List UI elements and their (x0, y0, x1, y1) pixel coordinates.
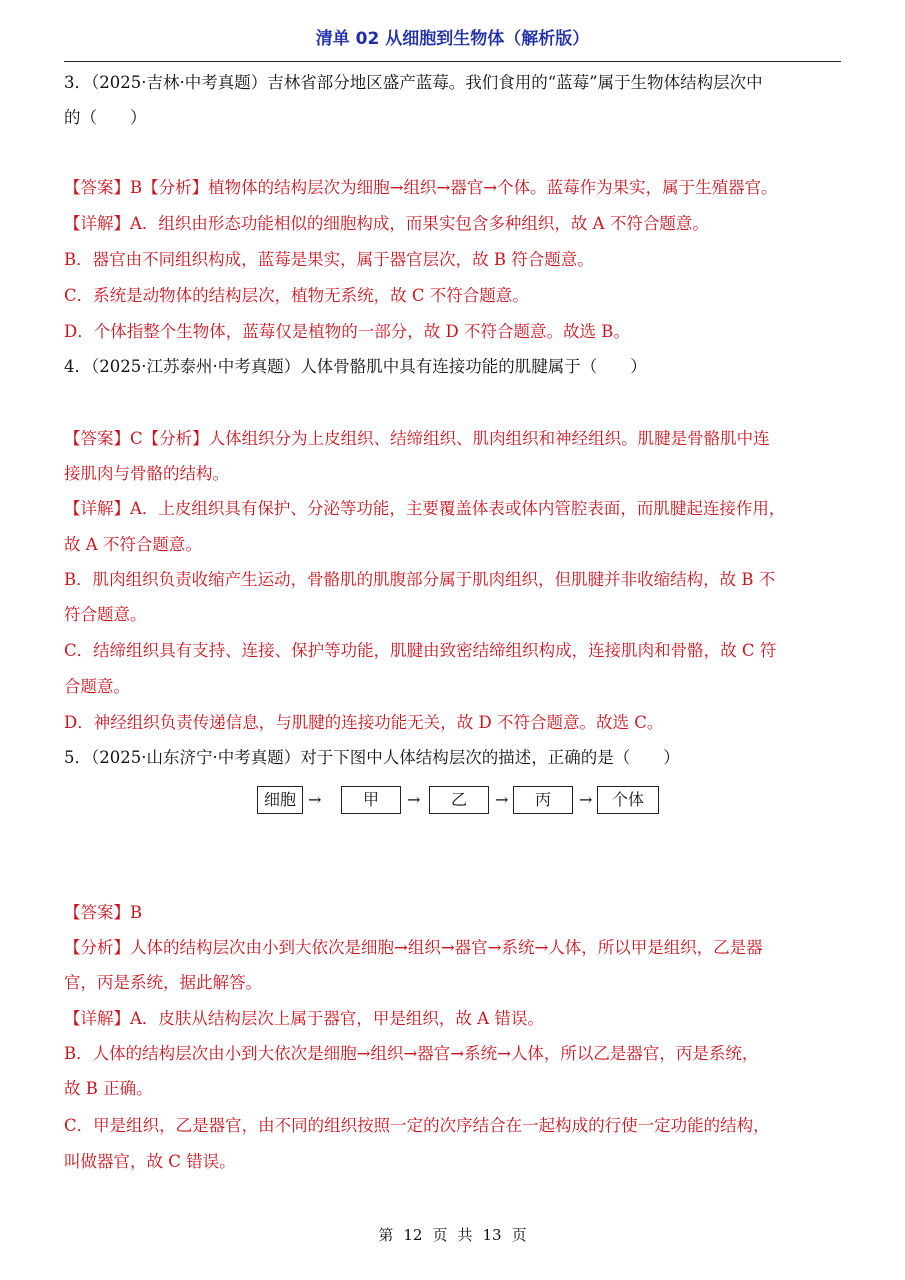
diagram-arrow: → (407, 790, 421, 809)
diagram-box-yi: 乙 (429, 786, 489, 814)
q5-stem: 5．（2025·山东济宁·中考真题）对于下图中人体结构层次的描述，正确的是（ ） (64, 748, 680, 767)
q4-detail-line: 【详解】A．上皮组织具有保护、分泌等功能，主要覆盖体表或体内管腔表面，而肌腱起连接作用， (64, 499, 786, 518)
q4-detail-line: 符合题意。 (64, 605, 147, 624)
q4-answer-line: 【答案】C【分析】人体组织分为上皮组织、结缔组织、肌肉组织和神经组织。肌腱是骨骼肌中连 (64, 429, 770, 448)
q4-detail-line: 合题意。 (64, 677, 130, 696)
q3-detail-line: C．系统是动物体的结构层次，植物无系统，故 C 不符合题意。 (64, 286, 529, 305)
q3-stem-line-2: 的（ ） (64, 108, 147, 127)
diagram-box-individual: 个体 (597, 786, 659, 814)
q4-detail-line: B．肌肉组织负责收缩产生运动，骨骼肌的肌腹部分属于肌肉组织，但肌腱并非收缩结构，故 B 不 (64, 570, 776, 589)
q5-answer: 【答案】B (64, 903, 143, 922)
diagram-arrow: → (308, 790, 322, 809)
diagram-arrow: → (495, 790, 509, 809)
current-page-number: 12 (403, 1226, 423, 1244)
diagram-box-cell: 细胞 (257, 786, 303, 814)
q5-analysis-line: 官，丙是系统，据此解答。 (64, 973, 262, 992)
footer-text: 共 (457, 1226, 473, 1244)
q5-detail-line: 叫做器官，故 C 错误。 (64, 1152, 236, 1171)
q4-stem: 4．（2025·江苏泰州·中考真题）人体骨骼肌中具有连接功能的肌腱属于（ ） (64, 357, 647, 376)
header-divider (64, 61, 841, 62)
footer-text: 第 (378, 1226, 394, 1244)
page-footer (0, 1224, 905, 1245)
q5-detail-line: 故 B 正确。 (64, 1079, 153, 1098)
q4-detail-line: C．结缔组织具有支持、连接、保护等功能，肌腱由致密结缔组织构成，连接肌肉和骨骼，故 C 符 (64, 641, 777, 660)
q5-detail-line: C．甲是组织，乙是器官，由不同的组织按照一定的次序结合在一起构成的行使一定功能的结构， (64, 1116, 770, 1135)
q3-detail-line: 【详解】A．组织由形态功能相似的细胞构成，而果实包含多种组织，故 A 不符合题意。 (64, 214, 709, 233)
q3-answer: 【答案】B【分析】植物体的结构层次为细胞→组织→器官→个体。蓝莓作为果实，属于生殖器官。 (64, 178, 778, 197)
footer-text: 页 (432, 1226, 448, 1244)
q4-detail-line: 故 A 不符合题意。 (64, 535, 202, 554)
page-header-title: 清单 02 从细胞到生物体（解析版） (315, 29, 590, 49)
q5-detail-line: 【详解】A．皮肤从结构层次上属于器官，甲是组织，故 A 错误。 (64, 1009, 544, 1028)
diagram-box-jia: 甲 (341, 786, 401, 814)
q4-detail-line: D．神经组织负责传递信息，与肌腱的连接功能无关，故 D 不符合题意。故选 C。 (64, 713, 664, 732)
diagram-box-bing: 丙 (513, 786, 573, 814)
diagram-arrow: → (579, 790, 593, 809)
q5-detail-line: B．人体的结构层次由小到大依次是细胞→组织→器官→系统→人体，所以乙是器官，丙是系统， (64, 1044, 759, 1063)
q3-detail-line: B．器官由不同组织构成，蓝莓是果实，属于器官层次，故 B 符合题意。 (64, 250, 594, 269)
footer-text: 页 (511, 1226, 527, 1244)
total-page-count: 13 (482, 1226, 502, 1244)
q4-answer-line: 接肌肉与骨骼的结构。 (64, 464, 229, 483)
q5-analysis-line: 【分析】人体的结构层次由小到大依次是细胞→组织→器官→系统→人体，所以甲是组织，乙是器 (64, 938, 763, 957)
q3-stem-line-1: 3．（2025·吉林·中考真题）吉林省部分地区盛产蓝莓。我们食用的“蓝莓”属于生物体结构层次中 (64, 73, 763, 92)
q3-detail-line: D．个体指整个生物体，蓝莓仅是植物的一部分，故 D 不符合题意。故选 B。 (64, 322, 630, 341)
structure-level-diagram (257, 786, 677, 816)
